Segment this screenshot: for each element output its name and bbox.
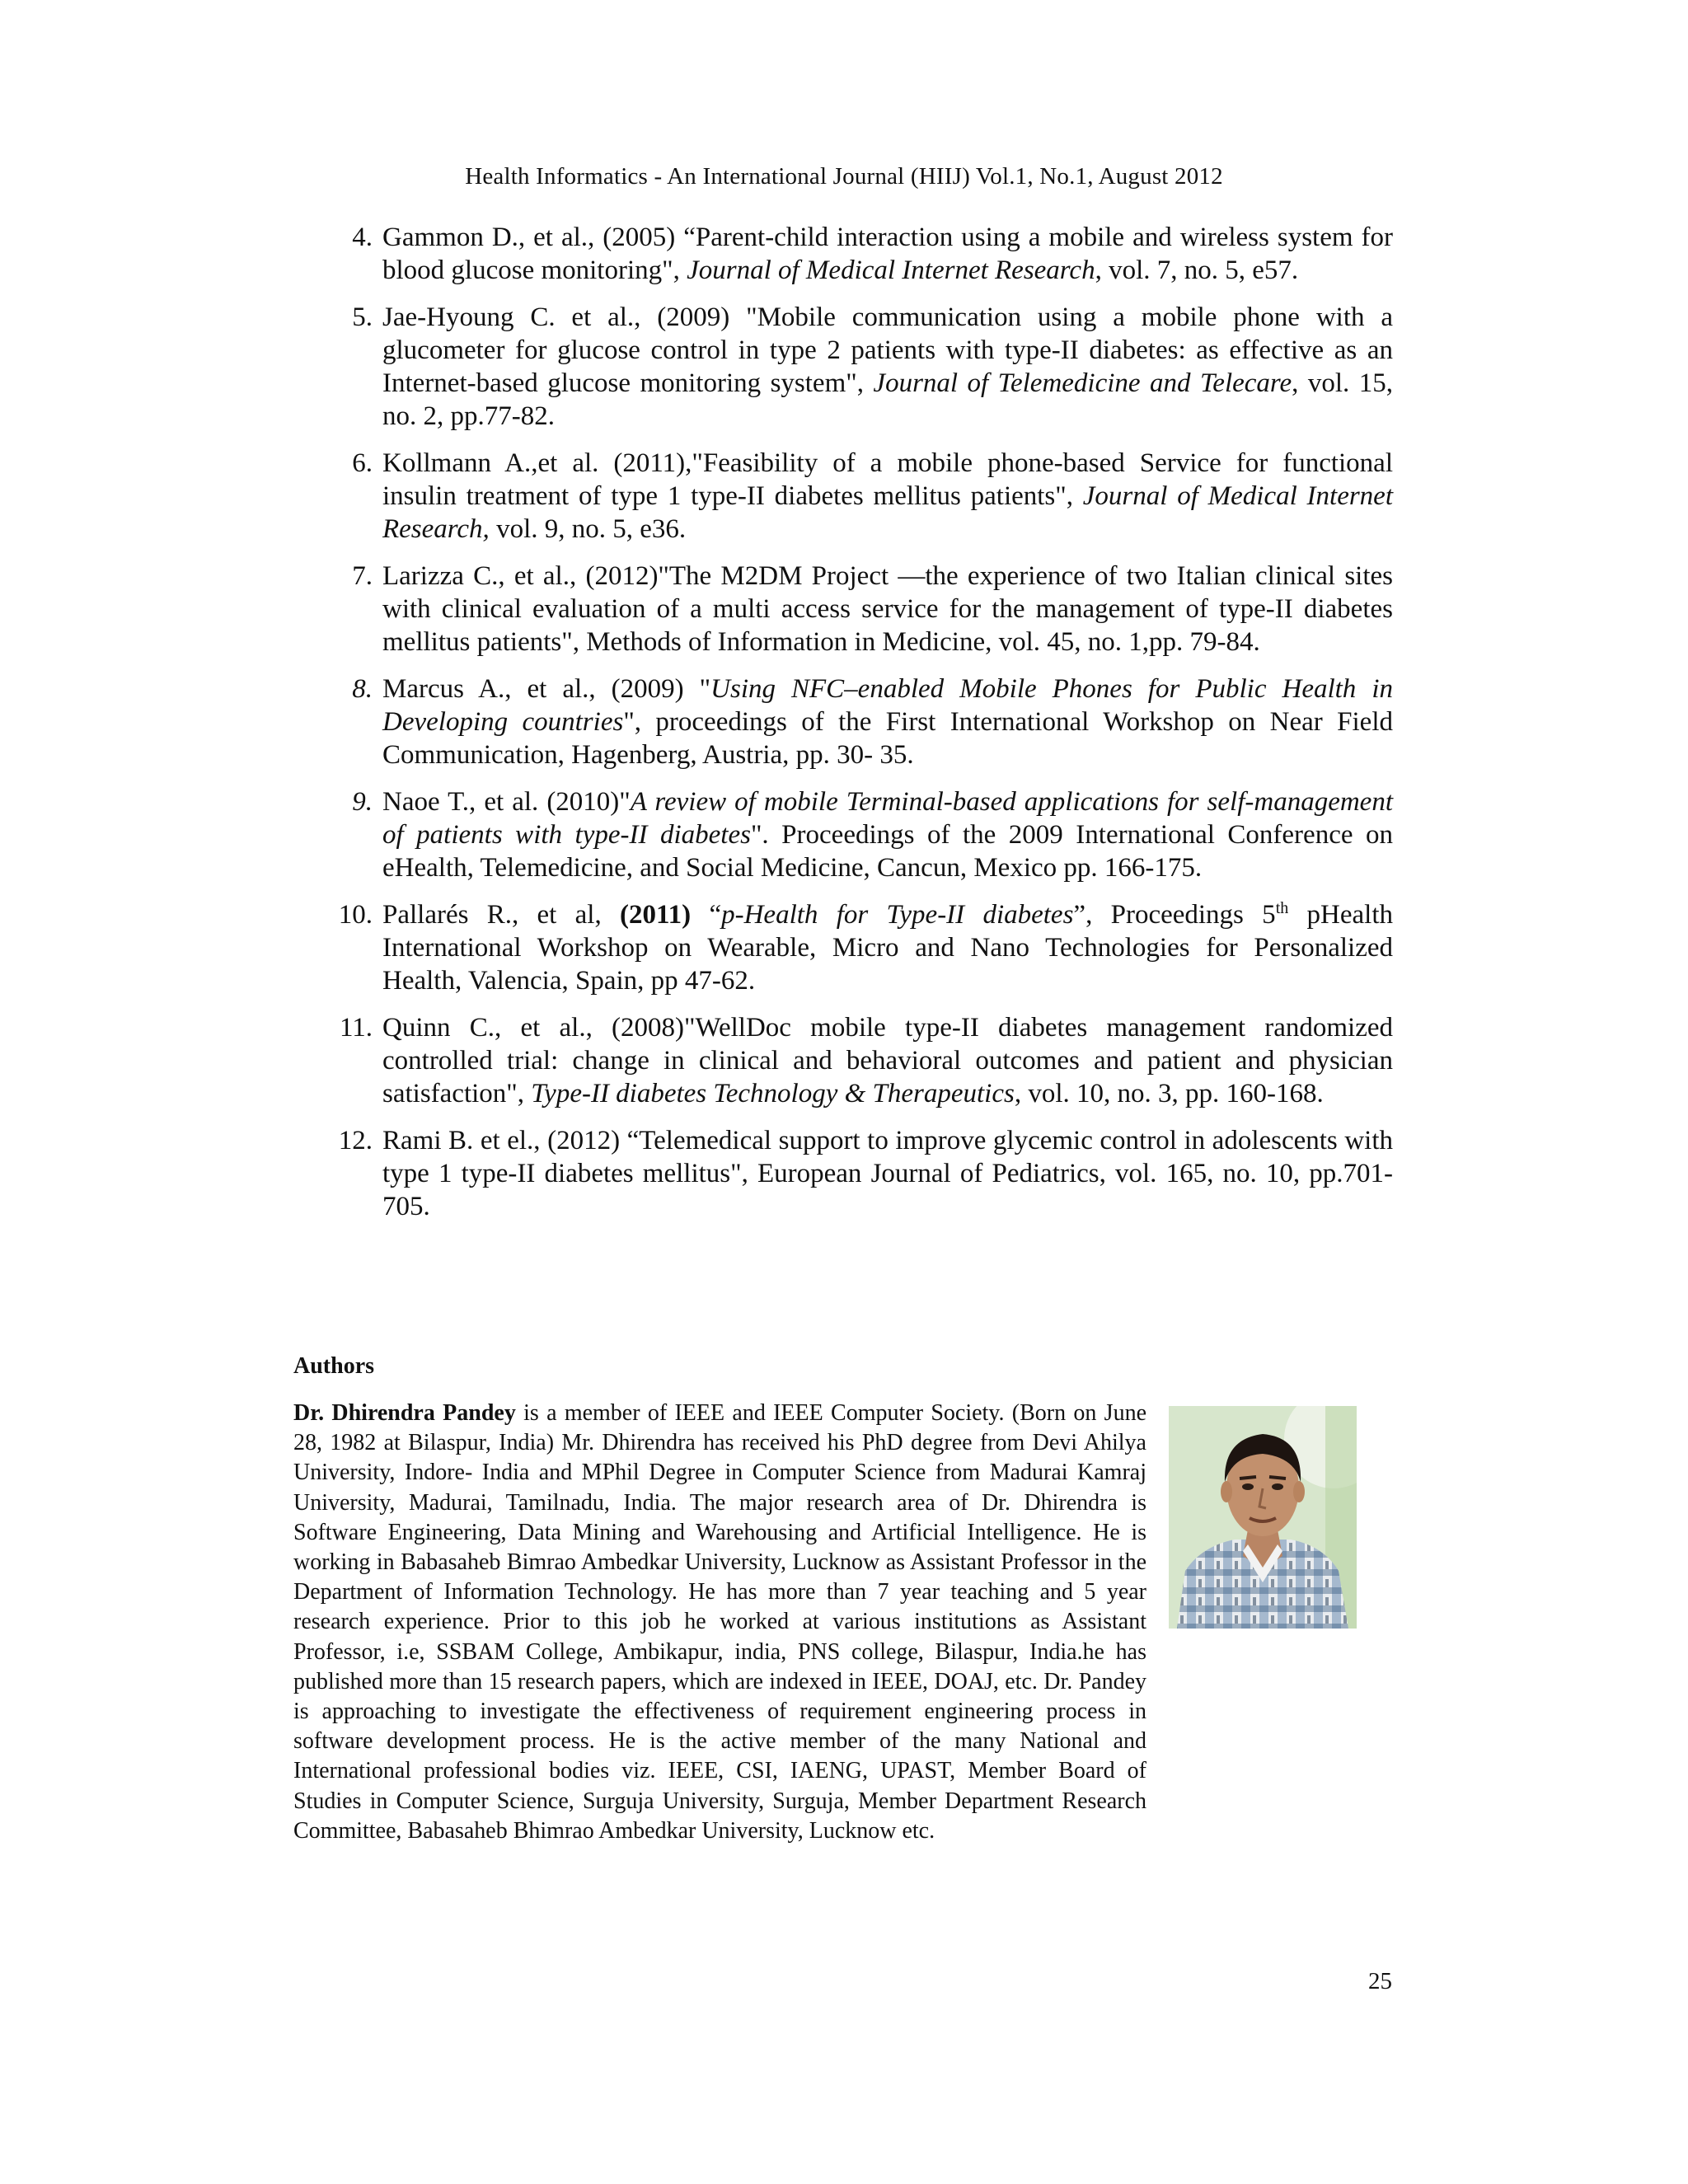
reference-number: 4. <box>352 223 373 252</box>
reference-item: 11. Quinn C., et al., (2008)"WellDoc mobile type-II diabetes management randomized controlled trial: change in clinical and behavioral outcomes and patient and physician satisfaction", Type-II diabetes Technology & Therapeutics, vol. 10, no. 3, pp. 160-168. <box>330 1011 1393 1110</box>
reference-number: 12. <box>338 1126 373 1155</box>
reference-item: 10. Pallarés R., et al, (2011) “p-Health for Type-II diabetes”, Proceedings 5th pHealth International Workshop on Wearable, Micro and Nano Technologies for Personalized Health, Valencia, Spain, pp 47-62. <box>330 898 1393 997</box>
reference-item: 9. Naoe T., et al. (2010)"A review of mobile Terminal-based applications for self-management of patients with type-II diabetes". Proceedings of the 2009 International Conference on eHealth, Telemedicine, and Social Medicine, Cancun, Mexico pp. 166-175. <box>330 785 1393 884</box>
reference-number: 7. <box>352 561 373 591</box>
reference-item: 12. Rami B. et el., (2012) “Telemedical support to improve glycemic control in adolescents with type 1 type-II diabetes mellitus", European Journal of Pediatrics, vol. 165, no. 10, pp.701-705. <box>330 1124 1393 1223</box>
reference-number: 11. <box>339 1013 373 1043</box>
author-photo <box>1169 1406 1357 1629</box>
reference-item: 5. Jae-Hyoung C. et al., (2009) "Mobile communication using a mobile phone with a glucometer for glucose control in type 2 patients with type-II diabetes: as effective as an Internet-based glucose monitoring system", Journal of Telemedicine and Telecare, vol. 15, no. 2, pp.77-82. <box>330 301 1393 433</box>
reference-number: 5. <box>352 302 373 332</box>
author-bio: Dr. Dhirendra Pandey is a member of IEEE and IEEE Computer Society. (Born on June 28, 1982 at Bilaspur, India) Mr. Dhirendra has received his PhD degree from Devi Ahilya University, Indore- India and MPhil Degree in Computer Science from Madurai Kamraj University, Madurai, Tamilnadu, India. The major research area of Dr. Dhirendra is Software Engineering, Data Mining and Warehousing and Artificial Intelligence. He is working in Babasaheb Bimrao Ambedkar University, Lucknow as Assistant Professor in the Department of Information Technology. He has more than 7 year teaching and 5 year research experience. Prior to this job he worked at various institutions as Assistant Professor, i.e, SSBAM College, Ambikapur, india, PNS college, Bilaspur, India.he has published more than 15 research papers, which are indexed in IEEE, DOAJ, etc. Dr. Pandey is approaching to investigate the effectiveness of requirement engineering process in software development process. He is the active member of the many National and International professional bodies viz. IEEE, CSI, IAENG, UPAST, Member Board of Studies in Computer Science, Surguja University, Surguja, Member Department Research Committee, Babasaheb Bhimrao Ambedkar University, Lucknow etc. <box>293 1400 1147 1844</box>
author-portrait-illustration <box>1169 1406 1357 1629</box>
author-name: Dr. Dhirendra Pandey <box>293 1400 516 1426</box>
reference-item: 4. Gammon D., et al., (2005) “Parent-child interaction using a mobile and wireless system for blood glucose monitoring", Journal of Medical Internet Research, vol. 7, no. 5, e57. <box>330 221 1393 287</box>
running-header: Health Informatics - An International Journal (HIIJ) Vol.1, No.1, August 2012 <box>465 163 1223 190</box>
reference-number: 10. <box>338 900 373 930</box>
authors-heading: Authors <box>293 1353 375 1379</box>
reference-list <box>330 221 1393 1237</box>
reference-number: 9. <box>352 787 373 817</box>
reference-item: 8. Marcus A., et al., (2009) "Using NFC–enabled Mobile Phones for Public Health in Developing countries", proceedings of the First International Workshop on Near Field Communication, Hagenberg, Austria, pp. 30- 35. <box>330 673 1393 771</box>
page-number: 25 <box>1368 1968 1392 1994</box>
reference-item: 7. Larizza C., et al., (2012)"The M2DM Project —the experience of two Italian clinical sites with clinical evaluation of a multi access service for the management of type-II diabetes mellitus patients", Methods of Information in Medicine, vol. 45, no. 1,pp. 79-84. <box>330 560 1393 658</box>
reference-number: 6. <box>352 448 373 478</box>
reference-item: 6. Kollmann A.,et al. (2011),"Feasibility of a mobile phone-based Service for functional insulin treatment of type 1 type-II diabetes mellitus patients", Journal of Medical Internet Research, vol. 9, no. 5, e36. <box>330 447 1393 546</box>
reference-number: 8. <box>352 674 373 704</box>
